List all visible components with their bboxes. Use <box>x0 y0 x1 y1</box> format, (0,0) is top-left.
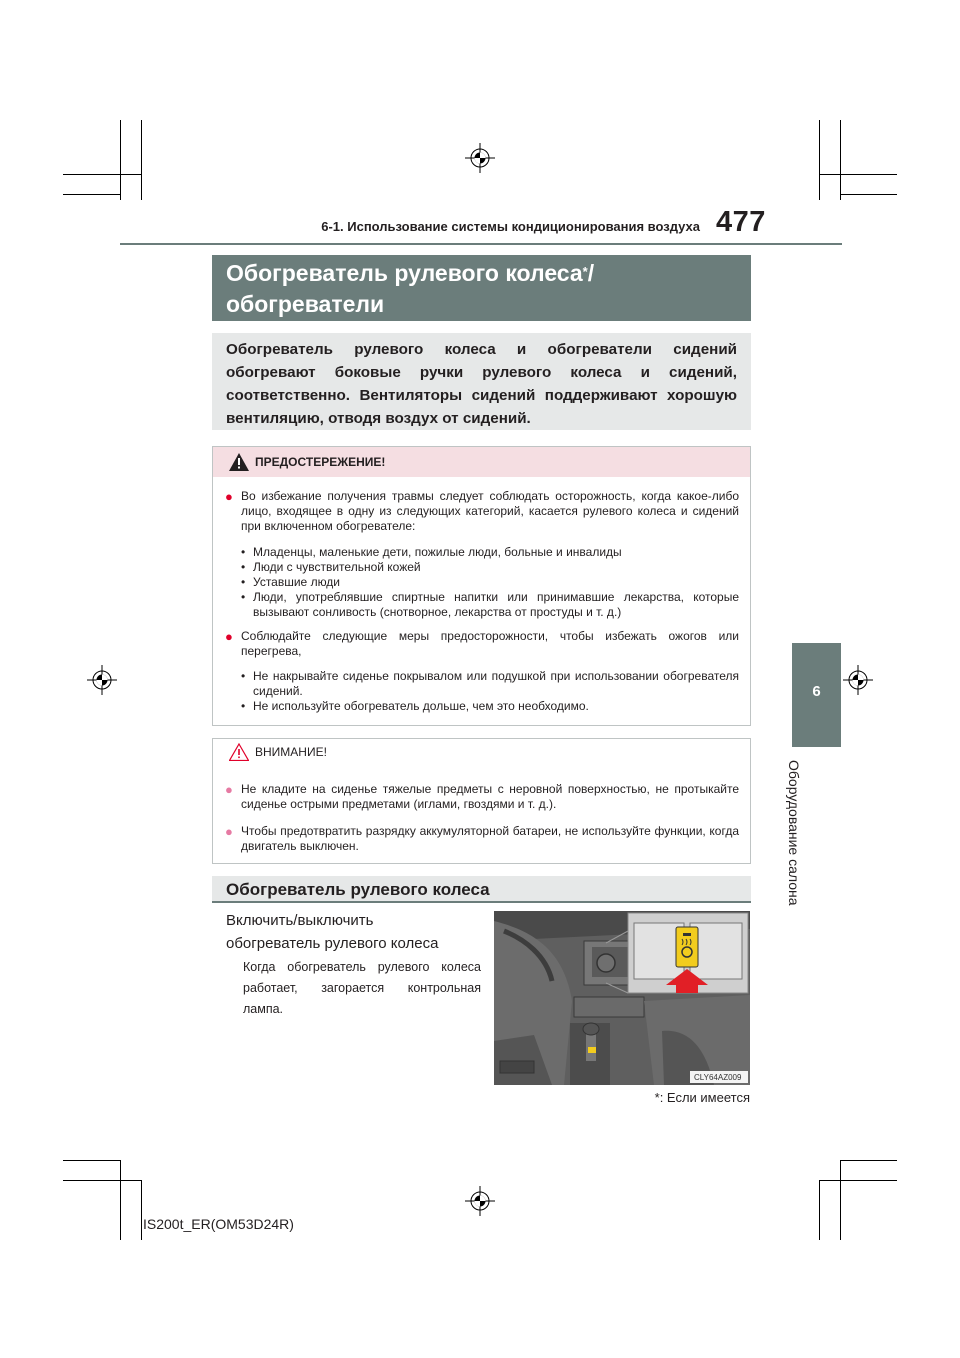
image-code: CLY64AZ009 <box>694 1073 742 1082</box>
warning-sublist <box>241 669 739 714</box>
header-divider <box>120 243 842 245</box>
list-item: • Люди с чувствительной кожей <box>241 560 421 574</box>
warning-triangle-icon <box>229 453 249 471</box>
warning-box <box>212 446 751 726</box>
bullet-icon: ● <box>225 489 233 504</box>
bullet-icon: ● <box>225 782 233 797</box>
bullet-icon: ● <box>225 629 233 644</box>
registration-mark-icon <box>465 143 495 173</box>
intro-paragraph: Обогреватель рулевого колеса и обогреватели сидений обогревают боковые ручки рулевого колеса и сидений, соответственно. Вентиляторы сидений поддерживают хорошую вентиляцию, отводя воздух от сидений. <box>212 333 751 430</box>
caution-bullet: ● Не кладите на сиденье тяжелые предметы с неровной поверхностью, не протыкайте сиденье острыми предметами (иглами, гвоздями и т. д.). <box>225 782 739 811</box>
subsection-title: Обогреватель рулевого колеса <box>212 876 751 903</box>
caution-title: ВНИМАНИЕ! <box>255 745 327 759</box>
section-header: 6-1. Использование системы кондиционирования воздуха <box>321 219 700 234</box>
caution-bullet: ● Чтобы предотвратить разрядку аккумуляторной батареи, не используйте функции, когда двигатель выключен. <box>225 824 739 853</box>
caution-triangle-icon <box>229 743 249 761</box>
page-title: Обогреватель рулевого колеса*/обогреватели <box>212 255 751 321</box>
action-description: Включить/выключить обогреватель рулевого колеса <box>226 912 439 952</box>
warning-bullet: ● Соблюдайте следующие меры предосторожности, чтобы избежать ожогов или перегрева, <box>225 629 739 658</box>
footnote: *: Если имеется <box>654 1090 750 1105</box>
warning-sublist <box>241 545 739 620</box>
chapter-title: Оборудование салона <box>786 760 802 906</box>
indicator-note: Когда обогреватель рулевого колеса работает, загорается контрольная лампа. <box>243 960 481 1016</box>
list-item: • Люди, употреблявшие спиртные напитки или принимавшие лекарства, которые вызывают сонливость (снотворное, лекарства от простуды и т. д.) <box>241 590 739 619</box>
bullet-icon: ● <box>225 824 233 839</box>
car-interior-drawing <box>494 911 750 1085</box>
chapter-number: 6 <box>812 683 821 700</box>
list-item: • Младенцы, маленькие дети, пожилые люди, больные и инвалиды <box>241 545 622 559</box>
list-item: • Уставшие люди <box>241 575 341 589</box>
warning-bullet: ● Во избежание получения травмы следует соблюдать осторожность, когда какое-либо лицо, входящее в одну из следующих категорий, касается рулевого колеса и сидений при включенном обогревателе: <box>225 489 739 533</box>
registration-mark-icon <box>843 665 873 695</box>
page-number: 477 <box>716 206 766 238</box>
registration-mark-icon <box>87 665 117 695</box>
warning-title: ПРЕДОСТЕРЕЖЕНИЕ! <box>255 455 386 469</box>
list-item: • Не используйте обогреватель дольше, чем это необходимо. <box>241 699 589 713</box>
document-code: IS200t_ER(OM53D24R) <box>143 1216 294 1232</box>
caution-box <box>212 738 751 864</box>
registration-mark-icon <box>465 1186 495 1216</box>
dashboard-illustration <box>494 911 750 1085</box>
list-item: • Не накрывайте сиденье покрывалом или подушкой при использовании обогревателя сидений. <box>241 669 739 698</box>
